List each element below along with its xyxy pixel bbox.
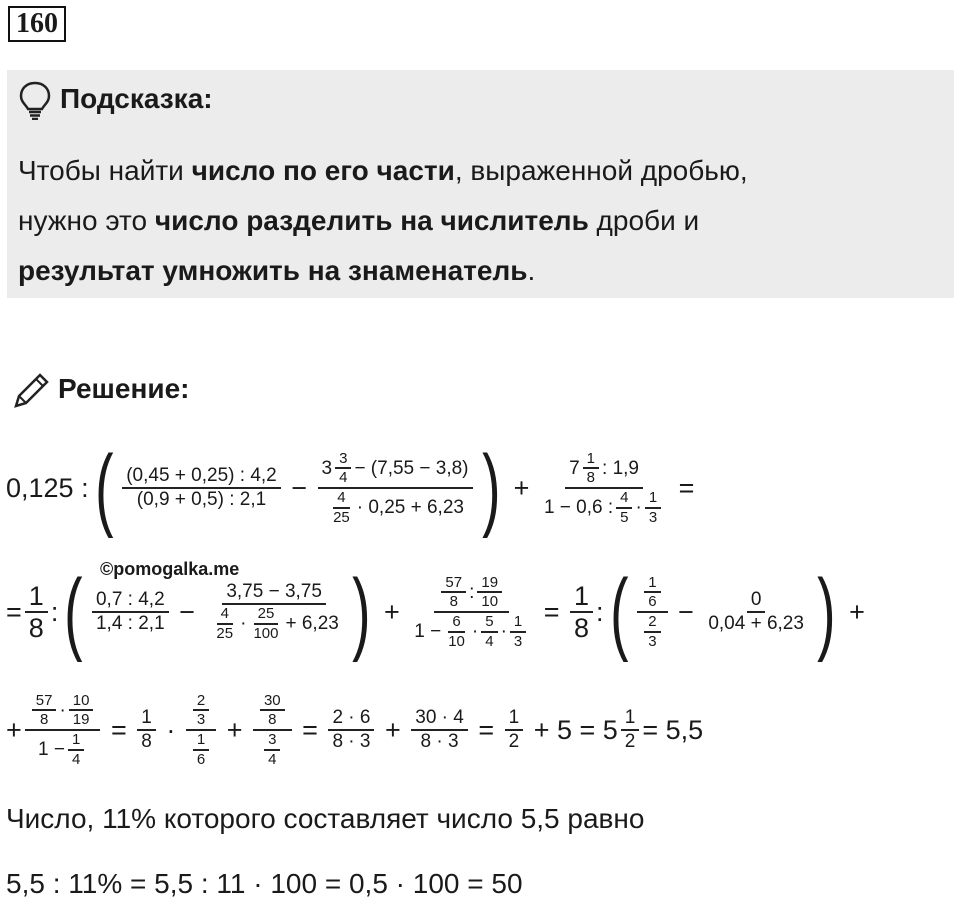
pencil-icon bbox=[10, 370, 52, 412]
hint-title: Подсказка: bbox=[60, 83, 213, 114]
math-row-1: 0,125 : ( (0,45 + 0,25) : 4,2 (0,9 + 0,5) : 2,1 − 3 $\frac{3}{4}$ − (7,55 − 3,8) $\frac{4}{25}$ · 0,25 + 6,23 ) + 7 $\frac{1}{8}$ : 1,9 1 − 0,6 : $\frac{4}{5}$ · $\frac{1}{3}$ = bbox=[6, 437, 695, 539]
math-row-2: = $\frac{1}{8}$ : ( 0,7 : 4,2 1,4 : 2,1 − 3,75 − 3,75 $\frac{4}{25}$ · $\frac{25}{100}$ + 6,23 ) + $\frac{57}{8}$ : $\frac{19}{10}$ 1 − $\frac{6}{10}$ · $\frac{5}{4}$ · $\frac{1}{3}$ = $\frac{1}{8}$ : ( $\frac{1}{6}$ $\frac{2}{3}$ − $\frac{0}{0,04 + 6,23}$ ) + bbox=[6, 561, 865, 663]
hint-text: Чтобы найти число по его части, выраженной дробью, нужно это число разделить на числитель дроби и результат умножить на знаменатель. bbox=[18, 155, 748, 286]
final-answer: 5,5 : 11% = 5,5 : 11 · 100 = 0,5 · 100 = 50 bbox=[6, 868, 523, 899]
lightbulb-icon bbox=[18, 80, 52, 120]
math-row-3: + $\frac{57}{8}$ · $\frac{10}{19}$ 1 − $\frac{1}{4}$ = $\frac{1}{8}$ · $\frac{2}{3}$ $\frac{1}{6}$ + $\frac{\frac{30}{8}}{\frac{3}{4}}$ = $\frac{2 \cdot 6}{8 \cdot 3}$ + $\frac{30 \cdot 4}{8 \cdot 3}$ = $\frac{1}{2}$ + 5 = 5 $\frac{1}{2}$ = 5,5 bbox=[6, 691, 704, 768]
solution-title: Решение: bbox=[58, 373, 190, 404]
problem-number: 160 bbox=[8, 6, 66, 42]
watermark: ©pomogalka.me bbox=[100, 559, 240, 579]
conclusion-text: Число, 11% которого составляет число 5,5 равно bbox=[6, 803, 645, 834]
